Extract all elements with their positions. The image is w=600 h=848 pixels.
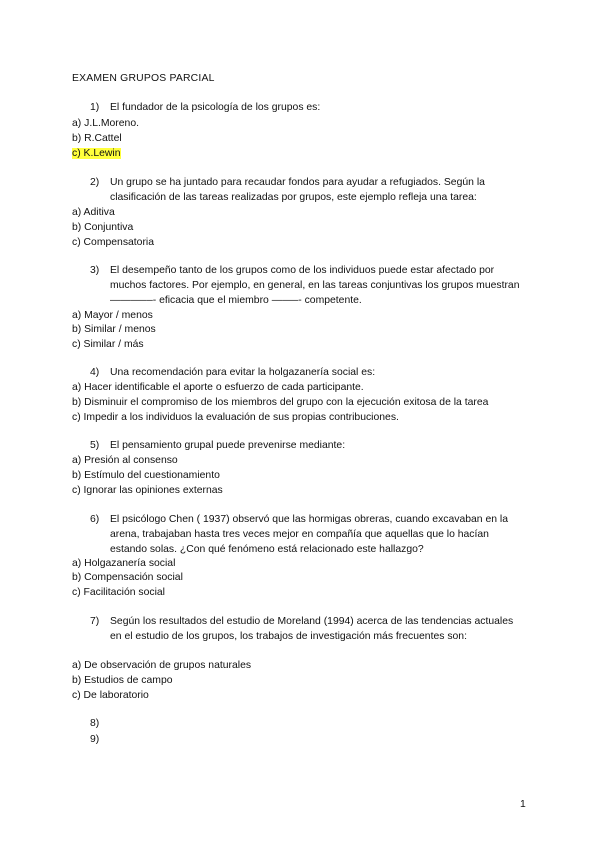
question-text: Un grupo se ha juntado para recaudar fondos para ayudar a refugiados. Según la clasificación de las tareas realizadas por grupos, este ejemplo refleja una tarea: — [110, 177, 485, 203]
answer-option: b) R.Cattel — [72, 133, 122, 144]
answer-option: a) De observación de grupos naturales — [72, 660, 252, 671]
answer-option: a) Aditiva — [72, 207, 115, 218]
answer-option: b) Estímulo del cuestionamiento — [72, 470, 220, 481]
question-1 — [90, 100, 522, 115]
question-number: 5) — [90, 440, 100, 451]
answer-option: a) Holgazanería social — [72, 558, 176, 569]
answer-option: a) Hacer identificable el aporte o esfuerzo de cada participante. — [72, 382, 364, 393]
answer-option: b) Estudios de campo — [72, 675, 173, 686]
question-number: 6) — [90, 514, 100, 525]
answer-option: b) Conjuntiva — [72, 222, 134, 233]
answer-option-highlighted — [72, 146, 121, 161]
question-2 — [90, 175, 522, 205]
question-number: 7) — [90, 616, 100, 627]
question-number: 2) — [90, 177, 100, 188]
answer-option: b) Similar / menos — [72, 324, 156, 335]
question-4 — [90, 365, 522, 380]
question-9-number: 9) — [90, 734, 100, 745]
question-text: Una recomendación para evitar la holgazanería social es: — [110, 367, 376, 378]
answer-option: a) Mayor / menos — [72, 310, 153, 321]
question-6 — [90, 512, 522, 557]
answer-option: a) J.L.Moreno. — [72, 118, 139, 129]
question-text: El pensamiento grupal puede prevenirse mediante: — [110, 440, 346, 451]
answer-option: c) Similar / más — [72, 339, 144, 350]
question-5 — [90, 438, 522, 453]
answer-option: c) Ignorar las opiniones externas — [72, 485, 223, 496]
answer-option: c) De laboratorio — [72, 690, 149, 701]
question-text: El desempeño tanto de los grupos como de los individuos puede estar afectado por muchos factores. Por ejemplo, en general, en las tareas conjuntivas los grupos muestran ——–—–- eficacia que el miembro ——–- competente. — [110, 265, 520, 306]
document-title: EXAMEN GRUPOS PARCIAL — [72, 73, 215, 84]
answer-option: a) Presión al consenso — [72, 455, 178, 466]
question-number: 4) — [90, 367, 100, 378]
question-number: 1) — [90, 102, 100, 113]
page-number: 1 — [520, 799, 526, 810]
answer-option: b) Compensación social — [72, 572, 183, 583]
question-number: 3) — [90, 265, 100, 276]
question-8-number: 8) — [90, 718, 100, 729]
answer-option: c) Compensatoria — [72, 237, 155, 248]
answer-option: c) Impedir a los individuos la evaluación de sus propias contribuciones. — [72, 412, 399, 423]
question-text: El fundador de la psicología de los grupos es: — [110, 102, 321, 113]
question-3 — [90, 263, 522, 308]
answer-option: b) Disminuir el compromiso de los miembros del grupo con la ejecución exitosa de la tarea — [72, 397, 489, 408]
question-text: El psicólogo Chen ( 1937) observó que las hormigas obreras, cuando excavaban en la arena, trabajaban hasta tres veces mejor en compañía que aquellas que lo hacían estando solas. ¿Con qué fenómeno está relacionado este hallazgo? — [110, 514, 508, 555]
question-7 — [90, 614, 522, 644]
highlighted-answer: c) K.Lewin — [72, 148, 121, 159]
answer-option: c) Facilitación social — [72, 587, 165, 598]
question-text: Según los resultados del estudio de Moreland (1994) acerca de las tendencias actuales en el estudio de los grupos, los trabajos de investigación más frecuentes son: — [110, 616, 514, 642]
